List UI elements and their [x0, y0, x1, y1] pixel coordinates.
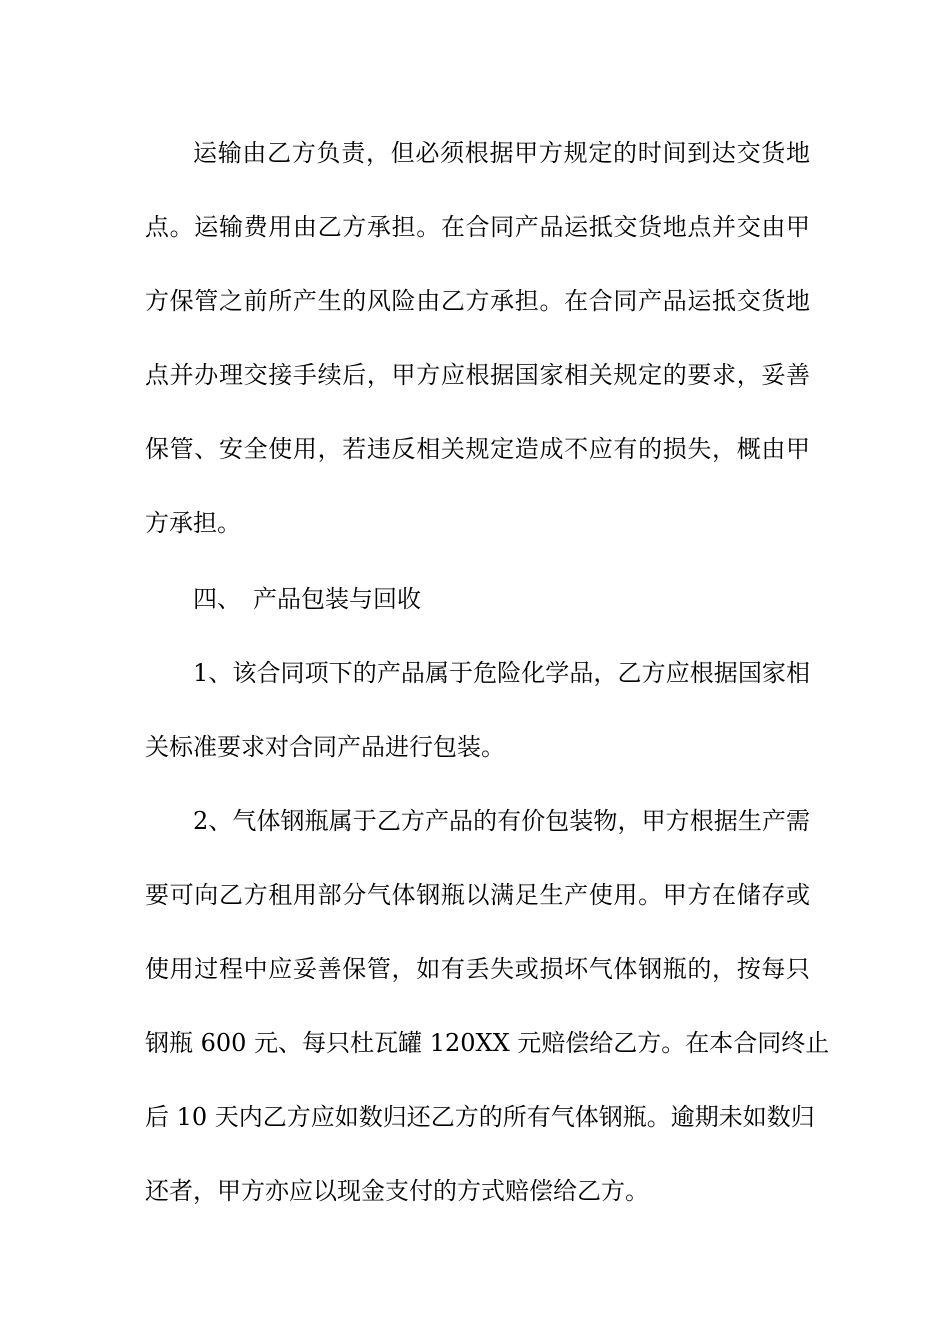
paragraph-line: 保管、安全使用，若违反相关规定造成不应有的损失，概由甲	[145, 435, 810, 463]
paragraph-line: 钢瓶 600 元、每只杜瓦罐 120XX 元赔偿给乙方。在本合同终止	[145, 1029, 830, 1057]
paragraph-line: 点。运输费用由乙方承担。在合同产品运抵交货地点并交由甲	[145, 213, 810, 241]
section-heading: 四、 产品包装与回收	[193, 585, 421, 613]
paragraph-line: 运输由乙方负责，但必须根据甲方规定的时间到达交货地	[193, 139, 810, 167]
paragraph-line: 要可向乙方租用部分气体钢瓶以满足生产使用。甲方在储存或	[145, 881, 810, 909]
paragraph-line: 方承担。	[145, 509, 241, 537]
paragraph-line: 方保管之前所产生的风险由乙方承担。在合同产品运抵交货地	[145, 287, 810, 315]
paragraph-line: 还者，甲方亦应以现金支付的方式赔偿给乙方。	[145, 1177, 649, 1205]
paragraph-line: 后 10 天内乙方应如数归还乙方的所有气体钢瓶。逾期未如数归	[145, 1103, 815, 1131]
paragraph-line: 关标准要求对合同产品进行包装。	[145, 733, 505, 761]
paragraph-line: 使用过程中应妥善保管，如有丢失或损坏气体钢瓶的，按每只	[145, 955, 810, 983]
paragraph-line: 点并办理交接手续后，甲方应根据国家相关规定的要求，妥善	[145, 361, 810, 389]
paragraph-line: 1、该合同项下的产品属于危险化学品，乙方应根据国家相	[193, 659, 810, 687]
paragraph-line: 2、气体钢瓶属于乙方产品的有价包装物，甲方根据生产需	[193, 807, 810, 835]
